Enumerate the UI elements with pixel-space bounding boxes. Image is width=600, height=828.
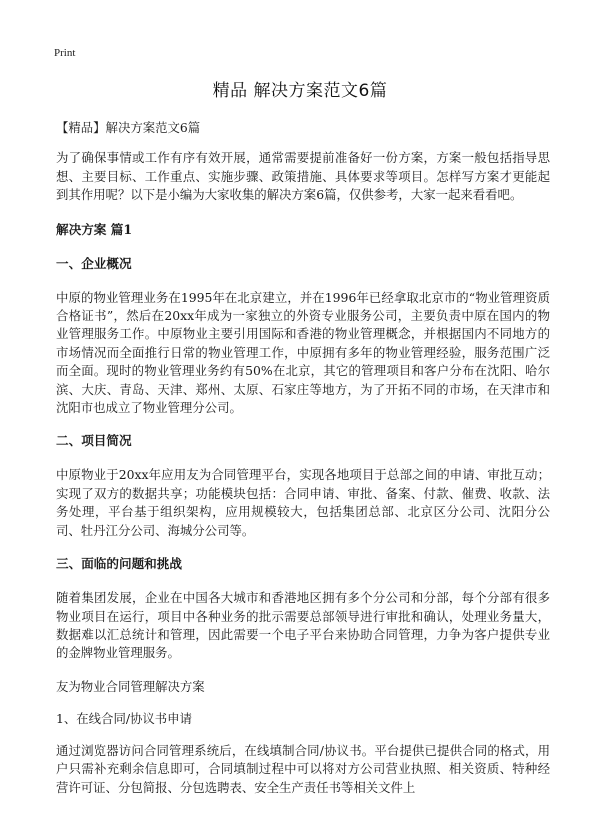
print-label: Print: [54, 47, 76, 59]
part3-heading: 三、面临的问题和挑战: [56, 556, 182, 572]
intro-subtitle: 【精品】解决方案范文6篇: [56, 120, 201, 135]
solution-heading: 友为物业合同管理解决方案: [56, 678, 205, 694]
item1-heading: 1、在线合同/协议书申请: [56, 710, 192, 726]
part1-heading: 一、企业概况: [56, 255, 132, 271]
section-heading: 解决方案 篇1: [56, 221, 133, 237]
intro-paragraph: 为了确保事情或工作有序有效开展，通常需要提前准备好一份方案，方案一般包括指导思想、主要目标、工作重点、实施步骤、政策措施、具体要求等项目。怎样写方案才更能起到其作用呢？以下是小编为大家收集的解决方案6篇，仅供参考，大家一起来看看吧。: [56, 150, 550, 203]
document-body: [56, 119, 550, 812]
item1-paragraph: 通过浏览器访问合同管理系统后，在线填制合同/协议书。平台提供已提供合同的格式，用户只需补充剩余信息即可，合同填制过程中可以将对方公司营业执照、相关资质、特种经营许可证、分包简报、分包选聘表、安全生产责任书等相关文件上: [56, 742, 550, 795]
document-title: 精品 解决方案范文6篇: [212, 81, 388, 101]
part1-paragraph: 中原的物业管理业务在1995年在北京建立，并在1996年已经拿取北京市的“物业管理资质合格证书”，然后在20xx年成为一家独立的外资专业服务公司，主要负责中原在国内的物业管理服务工作。中原物业主要引用国际和香港的物业管理概念，并根据国内不同地方的市场情况而全面推行日常的物业管理工作，中原拥有多年的物业管理经验，服务范围广泛而全面。现时的物业管理业务约有50%在北京，其它的管理项目和客户分布在沈阳、哈尔滨、大庆、青岛、天津、郑州、太原、石家庄等地方，为了开拓不同的市场，在天津市和沈阳市也成立了物业管理分公司。: [56, 289, 550, 416]
part2-paragraph: 中原物业于20xx年应用友为合同管理平台，实现各地项目于总部之间的申请、审批互动；实现了双方的数据共享；功能模块包括：合同申请、审批、备案、付款、催费、收款、法务处理，平台基于组织架构，应用规模较大，包括集团总部、北京区分公司、沈阳分公司、牡丹江分公司、海城分公司等。: [56, 467, 550, 538]
part3-paragraph: 随着集团发展，企业在中国各大城市和香港地区拥有多个分公司和分部，每个分部有很多物业项目在运行，项目中各种业务的批示需要总部领导进行审批和确认，处理业务量大，数据难以汇总统计和管理，因此需要一个电子平台来协助合同管理，力争为客户提供专业的金牌物业管理服务。: [56, 590, 550, 661]
part2-heading: 二、项目简况: [56, 433, 132, 449]
